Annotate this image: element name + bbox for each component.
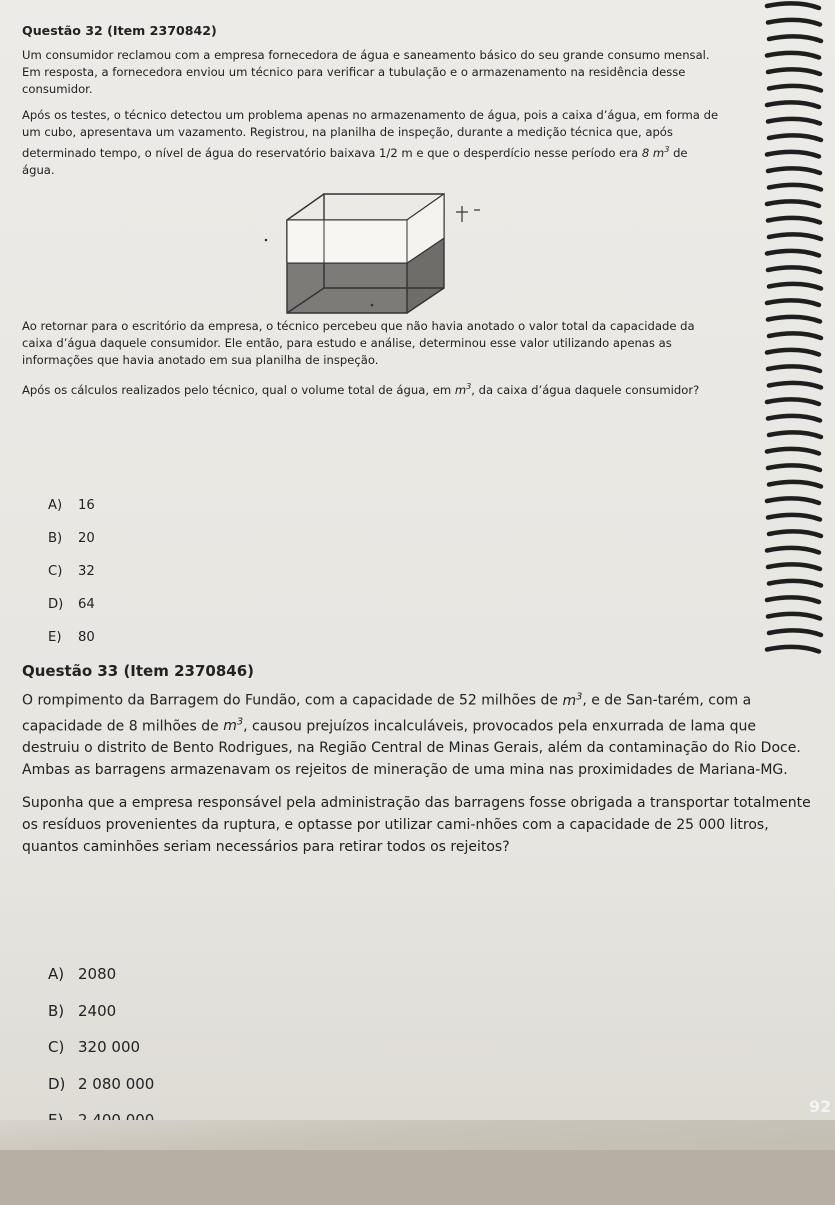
spiral-ring (769, 482, 821, 487)
spiral-binding (735, 0, 835, 700)
spiral-ring (768, 168, 820, 173)
spiral-ring (769, 432, 821, 437)
question-32-paragraph-2: Após os testes, o técnico detectou um problema apenas no armazenamento de água, pois a caixa d’água, em forma de um cubo, apresentava um vazamento. Registrou, na planilha de inspeção, durante a medição técnica que, após determinado tempo, o nível de água do reservatório baixava 1/2 m e que o desperdício nesse período era 8 $m^3$ de água. (22, 108, 719, 177)
spiral-ring (768, 317, 820, 322)
option-c[interactable]: C) 320 000 (48, 1038, 141, 1056)
spiral-ring (767, 597, 819, 602)
option-c[interactable]: C) 32 (48, 564, 95, 579)
spiral-ring (769, 383, 821, 388)
spiral-ring (767, 152, 819, 157)
table-surface (0, 1150, 835, 1205)
spiral-ring (768, 614, 820, 619)
option-d[interactable]: D) 2 080 000 (48, 1074, 155, 1093)
question-32 (22, 22, 722, 408)
spiral-ring (768, 515, 820, 520)
spiral-ring (769, 333, 821, 338)
question-32-title: Questão 32 (Item 2370842) (22, 23, 217, 38)
spiral-ring (768, 218, 820, 223)
option-a[interactable]: A) 16 (48, 498, 95, 513)
question-32-paragraph-4: Após os cálculos realizados pelo técnico, qual o volume total de água, em $m^3$, da caixa d’água daquele consumidor? (22, 380, 700, 397)
spiral-ring (769, 86, 821, 91)
option-e[interactable]: E) 80 (48, 630, 95, 645)
spiral-ring (768, 366, 820, 371)
spiral-ring (768, 119, 820, 124)
spiral-ring (768, 69, 820, 74)
spiral-ring (767, 3, 819, 8)
question-33-paragraph-2: Suponha que a empresa responsável pela administração das barragens fosse obrigada a transportar totalmente os resíduos provenientes da ruptura, e optasse por utilizar cami-nhões com a capacidade de 25 000 litros, quantos caminhões seriam necessários para retirar todos os rejeitos? (22, 795, 811, 856)
spiral-ring (768, 465, 820, 470)
cube-water-tank-figure (22, 188, 492, 318)
cube-diagram (22, 188, 492, 318)
spiral-ring (767, 399, 819, 404)
spiral-ring (767, 300, 819, 305)
spiral-ring (767, 647, 819, 652)
spiral-ring (767, 449, 819, 454)
page-number: 92 (809, 1097, 832, 1116)
spiral-ring (767, 53, 819, 58)
spiral-ring (769, 36, 821, 41)
question-33-paragraph-1: O rompimento da Barragem do Fundão, com a capacidade de 52 milhões de $m^3$, e de San-tarém, com a capacidade de 8 milhões de $m^3$, causou prejuízos incalculáveis, provocados pela enxurrada de lama que destruiu o distrito de Bento Rodrigues, na Região Central de Minas Gerais, além da contaminação do Rio Doce. Ambas as barragens armazenavam os rejeitos de mineração de uma mina nas proximidades de Mariana-MG. (22, 691, 801, 779)
spiral-ring (769, 284, 821, 289)
spiral-ring (768, 564, 820, 569)
spiral-ring (769, 234, 821, 239)
option-a[interactable]: A) 2080 (48, 965, 117, 983)
spiral-ring (767, 548, 819, 553)
question-33-title: Questão 33 (Item 2370846) (22, 662, 254, 680)
spiral-ring (767, 498, 819, 503)
question-32-paragraph-3: Ao retornar para o escritório da empresa, o técnico percebeu que não havia anotado o valor total da capacidade da caixa d’água daquele consumidor. Ele então, para estudo e análise, determinou esse valor utilizando apenas as informações que havia anotado em sua planilha de inspeção. (22, 318, 695, 367)
option-b[interactable]: B) 2400 (48, 1001, 117, 1020)
spiral-ring (767, 251, 819, 256)
spiral-ring (768, 267, 820, 272)
spiral-ring (767, 102, 819, 107)
spiral-ring (769, 135, 821, 140)
option-b[interactable]: B) 20 (48, 531, 95, 546)
spiral-ring (769, 581, 821, 586)
option-d[interactable]: D) 64 (48, 597, 95, 612)
spiral-ring (768, 416, 820, 421)
spiral-ring (767, 350, 819, 355)
question-33 (22, 660, 817, 869)
question-32-paragraph-1: Um consumidor reclamou com a empresa fornecedora de água e saneamento básico do seu grande consumo mensal. Em resposta, a fornecedora enviou um técnico para verificar a tubulação e o armazenamento na residência desse consumidor. (22, 48, 710, 96)
spiral-ring (769, 185, 821, 190)
question-32-options (48, 498, 95, 663)
spiral-ring (767, 201, 819, 206)
spiral-ring (769, 630, 821, 635)
spiral-ring (769, 531, 821, 536)
spiral-ring (768, 20, 820, 25)
